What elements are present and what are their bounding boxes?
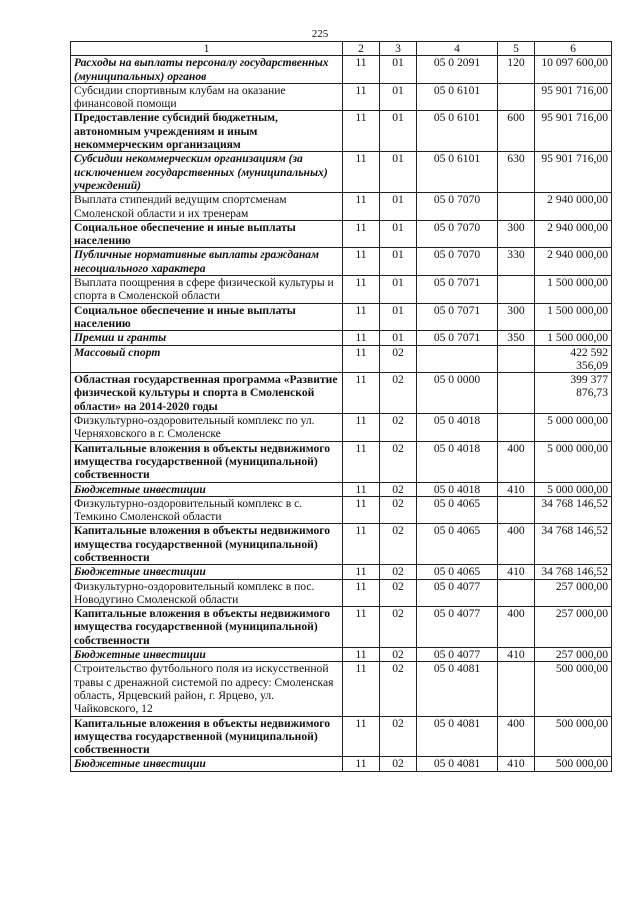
row-target-article-cell: 05 0 6101: [417, 83, 498, 111]
row-name-cell: Публичные нормативные выплаты гражданам несоциального характера: [71, 248, 343, 276]
row-name-cell: Расходы на выплаты персоналу государственных (муниципальных) органов: [71, 56, 343, 84]
table-row: [71, 482, 612, 496]
row-name-cell: Субсидии некоммерческим организациям (за исключением государственных (муниципальных) учреждений): [71, 152, 343, 193]
row-target-article-cell: 05 0 4077: [417, 579, 498, 607]
budget-table: [70, 41, 612, 772]
header-col-3: 3: [380, 42, 417, 56]
row-expense-type-cell: 300: [498, 220, 535, 248]
row-target-article-cell: [417, 345, 498, 373]
row-target-article-cell: 05 0 4065: [417, 496, 498, 524]
table-row: [71, 248, 612, 276]
row-section-cell: 11: [343, 152, 380, 193]
row-expense-type-cell: 410: [498, 648, 535, 662]
row-amount-cell: 500 000,00: [535, 662, 612, 716]
row-target-article-cell: 05 0 4077: [417, 607, 498, 648]
row-amount-cell: 34 768 146,52: [535, 565, 612, 579]
row-section-cell: 11: [343, 757, 380, 771]
row-subsection-cell: 02: [380, 414, 417, 442]
row-section-cell: 11: [343, 414, 380, 442]
row-name-cell: Предоставление субсидий бюджетным, автономным учреждениям и иным некоммерческим организациям: [71, 111, 343, 152]
header-col-1: 1: [71, 42, 343, 56]
row-amount-cell: 1 500 000,00: [535, 276, 612, 304]
row-expense-type-cell: 410: [498, 757, 535, 771]
table-row: [71, 276, 612, 304]
row-name-cell: Капитальные вложения в объекты недвижимого имущества государственной (муниципальной) собственности: [71, 524, 343, 565]
row-amount-cell: 2 940 000,00: [535, 248, 612, 276]
row-amount-cell: 95 901 716,00: [535, 111, 612, 152]
row-section-cell: 11: [343, 524, 380, 565]
table-row: [71, 111, 612, 152]
row-target-article-cell: 05 0 7071: [417, 303, 498, 331]
row-target-article-cell: 05 0 2091: [417, 56, 498, 84]
row-subsection-cell: 02: [380, 716, 417, 757]
row-section-cell: 11: [343, 193, 380, 221]
row-expense-type-cell: 400: [498, 441, 535, 482]
row-name-cell: Субсидии спортивным клубам на оказание финансовой помощи: [71, 83, 343, 111]
row-section-cell: 11: [343, 441, 380, 482]
row-subsection-cell: 02: [380, 607, 417, 648]
table-row: [71, 303, 612, 331]
row-subsection-cell: 02: [380, 496, 417, 524]
row-name-cell: Бюджетные инвестиции: [71, 648, 343, 662]
row-expense-type-cell: 400: [498, 716, 535, 757]
row-target-article-cell: 05 0 6101: [417, 152, 498, 193]
table-row: [71, 220, 612, 248]
row-subsection-cell: 02: [380, 757, 417, 771]
row-expense-type-cell: 330: [498, 248, 535, 276]
row-section-cell: 11: [343, 482, 380, 496]
row-subsection-cell: 02: [380, 482, 417, 496]
table-row: [71, 757, 612, 771]
row-target-article-cell: 05 0 0000: [417, 373, 498, 414]
row-section-cell: 11: [343, 303, 380, 331]
row-target-article-cell: 05 0 4018: [417, 414, 498, 442]
row-name-cell: Выплата стипендий ведущим спортсменам Смоленской области и их тренерам: [71, 193, 343, 221]
row-subsection-cell: 02: [380, 373, 417, 414]
budget-table-body: [71, 42, 612, 772]
row-expense-type-cell: 400: [498, 607, 535, 648]
table-row: [71, 496, 612, 524]
row-expense-type-cell: [498, 276, 535, 304]
row-subsection-cell: 01: [380, 56, 417, 84]
row-amount-cell: 34 768 146,52: [535, 524, 612, 565]
row-section-cell: 11: [343, 579, 380, 607]
row-target-article-cell: 05 0 7071: [417, 276, 498, 304]
row-name-cell: Выплата поощрения в сфере физической культуры и спорта в Смоленской области: [71, 276, 343, 304]
table-row: [71, 648, 612, 662]
table-header-row: [71, 42, 612, 56]
row-expense-type-cell: [498, 662, 535, 716]
row-section-cell: 11: [343, 331, 380, 345]
table-row: [71, 152, 612, 193]
row-section-cell: 11: [343, 56, 380, 84]
row-expense-type-cell: [498, 193, 535, 221]
row-name-cell: Физкультурно-оздоровительный комплекс по ул. Черняховского в г. Смоленске: [71, 414, 343, 442]
row-name-cell: Массовый спорт: [71, 345, 343, 373]
row-target-article-cell: 05 0 4065: [417, 524, 498, 565]
row-section-cell: 11: [343, 496, 380, 524]
row-section-cell: 11: [343, 220, 380, 248]
table-row: [71, 373, 612, 414]
row-name-cell: Бюджетные инвестиции: [71, 482, 343, 496]
row-amount-cell: 399 377 876,73: [535, 373, 612, 414]
row-subsection-cell: 01: [380, 303, 417, 331]
row-expense-type-cell: 630: [498, 152, 535, 193]
row-subsection-cell: 01: [380, 248, 417, 276]
row-section-cell: 11: [343, 565, 380, 579]
row-target-article-cell: 05 0 4018: [417, 482, 498, 496]
row-name-cell: Бюджетные инвестиции: [71, 757, 343, 771]
row-amount-cell: 2 940 000,00: [535, 220, 612, 248]
row-name-cell: Физкультурно-оздоровительный комплекс в пос. Новодугино Смоленской области: [71, 579, 343, 607]
row-amount-cell: 5 000 000,00: [535, 414, 612, 442]
table-row: [71, 565, 612, 579]
table-row: [71, 441, 612, 482]
row-subsection-cell: 02: [380, 345, 417, 373]
table-row: [71, 716, 612, 757]
row-amount-cell: 34 768 146,52: [535, 496, 612, 524]
row-subsection-cell: 02: [380, 648, 417, 662]
row-name-cell: Социальное обеспечение и иные выплаты населению: [71, 220, 343, 248]
row-name-cell: Капитальные вложения в объекты недвижимого имущества государственной (муниципальной) собственности: [71, 441, 343, 482]
row-name-cell: Капитальные вложения в объекты недвижимого имущества государственной (муниципальной) собственности: [71, 607, 343, 648]
row-section-cell: 11: [343, 373, 380, 414]
row-section-cell: 11: [343, 111, 380, 152]
table-row: [71, 331, 612, 345]
row-target-article-cell: 05 0 4018: [417, 441, 498, 482]
table-row: [71, 662, 612, 716]
row-expense-type-cell: [498, 414, 535, 442]
row-amount-cell: 500 000,00: [535, 716, 612, 757]
row-expense-type-cell: 350: [498, 331, 535, 345]
row-section-cell: 11: [343, 607, 380, 648]
row-amount-cell: 257 000,00: [535, 579, 612, 607]
row-section-cell: 11: [343, 248, 380, 276]
table-row: [71, 414, 612, 442]
row-subsection-cell: 01: [380, 193, 417, 221]
row-subsection-cell: 01: [380, 220, 417, 248]
row-subsection-cell: 02: [380, 579, 417, 607]
row-section-cell: 11: [343, 276, 380, 304]
row-target-article-cell: 05 0 7070: [417, 193, 498, 221]
row-amount-cell: 1 500 000,00: [535, 331, 612, 345]
row-expense-type-cell: [498, 373, 535, 414]
table-row: [71, 56, 612, 84]
row-subsection-cell: 01: [380, 83, 417, 111]
row-subsection-cell: 01: [380, 331, 417, 345]
header-col-5: 5: [498, 42, 535, 56]
row-name-cell: Социальное обеспечение и иные выплаты населению: [71, 303, 343, 331]
row-name-cell: Премии и гранты: [71, 331, 343, 345]
row-section-cell: 11: [343, 648, 380, 662]
row-expense-type-cell: [498, 579, 535, 607]
row-amount-cell: 5 000 000,00: [535, 482, 612, 496]
row-subsection-cell: 02: [380, 565, 417, 579]
row-section-cell: 11: [343, 662, 380, 716]
row-expense-type-cell: 300: [498, 303, 535, 331]
page-number: 225: [311, 28, 329, 40]
table-row: [71, 579, 612, 607]
row-amount-cell: 500 000,00: [535, 757, 612, 771]
row-target-article-cell: 05 0 4077: [417, 648, 498, 662]
row-section-cell: 11: [343, 83, 380, 111]
header-col-6: 6: [535, 42, 612, 56]
row-target-article-cell: 05 0 6101: [417, 111, 498, 152]
row-amount-cell: 422 592 356,09: [535, 345, 612, 373]
row-name-cell: Строительство футбольного поля из искусственной травы с дренажной системой по адресу: Смоленская область, Ярцевский район, г. Ярцево, ул. Чайковского, 12: [71, 662, 343, 716]
row-amount-cell: 257 000,00: [535, 607, 612, 648]
row-target-article-cell: 05 0 4065: [417, 565, 498, 579]
row-name-cell: Бюджетные инвестиции: [71, 565, 343, 579]
row-section-cell: 11: [343, 345, 380, 373]
row-expense-type-cell: [498, 496, 535, 524]
row-amount-cell: 95 901 716,00: [535, 152, 612, 193]
row-expense-type-cell: 410: [498, 565, 535, 579]
row-subsection-cell: 02: [380, 662, 417, 716]
row-target-article-cell: 05 0 7070: [417, 220, 498, 248]
row-name-cell: Капитальные вложения в объекты недвижимого имущества государственной (муниципальной) собственности: [71, 716, 343, 757]
row-amount-cell: 2 940 000,00: [535, 193, 612, 221]
row-target-article-cell: 05 0 7071: [417, 331, 498, 345]
row-subsection-cell: 02: [380, 524, 417, 565]
row-expense-type-cell: [498, 345, 535, 373]
row-subsection-cell: 01: [380, 276, 417, 304]
table-row: [71, 345, 612, 373]
row-expense-type-cell: 120: [498, 56, 535, 84]
table-row: [71, 524, 612, 565]
row-subsection-cell: 01: [380, 152, 417, 193]
row-expense-type-cell: 410: [498, 482, 535, 496]
row-target-article-cell: 05 0 4081: [417, 757, 498, 771]
row-subsection-cell: 01: [380, 111, 417, 152]
header-col-2: 2: [343, 42, 380, 56]
row-expense-type-cell: 600: [498, 111, 535, 152]
row-target-article-cell: 05 0 4081: [417, 716, 498, 757]
row-name-cell: Областная государственная программа «Развитие физической культуры и спорта в Смоленской области» на 2014-2020 годы: [71, 373, 343, 414]
row-section-cell: 11: [343, 716, 380, 757]
row-amount-cell: 10 097 600,00: [535, 56, 612, 84]
table-row: [71, 607, 612, 648]
row-target-article-cell: 05 0 7070: [417, 248, 498, 276]
row-expense-type-cell: 400: [498, 524, 535, 565]
row-amount-cell: 5 000 000,00: [535, 441, 612, 482]
row-amount-cell: 1 500 000,00: [535, 303, 612, 331]
table-row: [71, 83, 612, 111]
row-expense-type-cell: [498, 83, 535, 111]
table-row: [71, 193, 612, 221]
row-target-article-cell: 05 0 4081: [417, 662, 498, 716]
row-subsection-cell: 02: [380, 441, 417, 482]
row-amount-cell: 257 000,00: [535, 648, 612, 662]
row-name-cell: Физкультурно-оздоровительный комплекс в с. Темкино Смоленской области: [71, 496, 343, 524]
header-col-4: 4: [417, 42, 498, 56]
row-amount-cell: 95 901 716,00: [535, 83, 612, 111]
